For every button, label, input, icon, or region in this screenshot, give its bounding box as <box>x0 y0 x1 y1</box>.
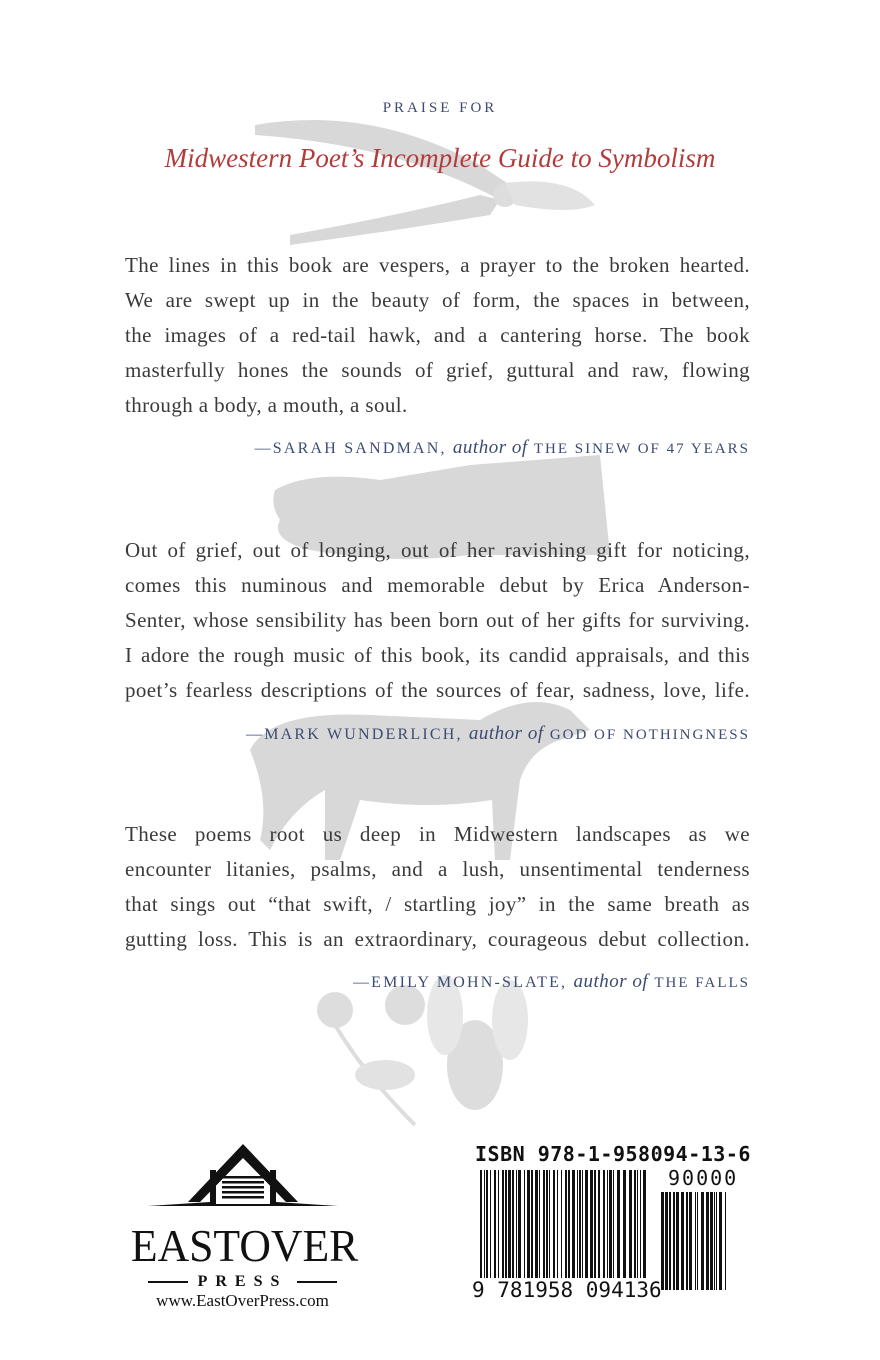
author-of-label: author of <box>452 437 528 458</box>
barcode-bar <box>661 1192 664 1290</box>
barcode-bar <box>643 1170 646 1278</box>
blurber-book: THE SINEW OF 47 YEARS <box>533 441 750 457</box>
barcode-bar <box>716 1192 717 1290</box>
blurber-name: —MARK WUNDERLICH, <box>246 726 463 743</box>
blurb-line: through a body, a mouth, a soul. <box>125 393 408 417</box>
barcode-bar <box>686 1192 688 1290</box>
barcode-bar <box>637 1170 638 1278</box>
barcode-bar <box>557 1170 558 1278</box>
barcode-bar <box>546 1170 548 1278</box>
barcode-bar <box>676 1192 679 1290</box>
barcode-bar <box>617 1170 620 1278</box>
blurb-3-text <box>125 817 750 957</box>
barcode-bar <box>561 1170 562 1278</box>
publisher-url: www.EastOverPress.com <box>156 1291 329 1310</box>
barcode-bar <box>577 1170 578 1278</box>
book-title: Midwestern Poet’s Incomplete Guide to Symbolism <box>164 143 716 173</box>
barcode-bar <box>539 1170 540 1278</box>
barcode-bar <box>505 1170 507 1278</box>
blurb-line: Senter, whose sensibility has been born out of her gifts for surviving. <box>125 608 750 632</box>
barcode-bar <box>710 1192 713 1290</box>
flower-bee-illustration <box>305 975 545 1135</box>
barcode-bar <box>486 1170 488 1278</box>
barcode-bar <box>697 1192 698 1290</box>
barcode-bar <box>553 1170 555 1278</box>
author-of-label: author of <box>468 723 544 744</box>
praise-for-label: PRAISE FOR <box>382 100 498 116</box>
barcode-bar <box>681 1192 684 1290</box>
barcode-bar <box>494 1170 496 1278</box>
divider <box>297 1281 337 1283</box>
blurb-line: masterfully hones the sounds of grief, guttural and raw, flowing <box>125 358 750 382</box>
publisher-name: EASTOVER <box>130 1220 359 1271</box>
blurb-line: the images of a red-tail hawk, and a cantering horse. The book <box>125 323 750 347</box>
blurb-line: We are swept up in the beauty of form, the spaces in between, <box>125 288 750 312</box>
publisher-press-line <box>125 1273 360 1291</box>
barcode-number: 9 781958 094136 <box>472 1278 662 1302</box>
barcode-bar <box>623 1170 626 1278</box>
barcode-bar <box>518 1170 521 1278</box>
barcode-bar <box>706 1192 709 1290</box>
barcode-bar <box>524 1170 525 1278</box>
blurber-book: GOD OF NOTHINGNESS <box>549 727 750 743</box>
blurb-1-attribution <box>255 437 750 459</box>
pliers-illustration <box>250 105 600 265</box>
barcode-bar <box>613 1170 614 1278</box>
barcode-bar <box>598 1170 600 1278</box>
barcode-bar <box>634 1170 636 1278</box>
barcode-bar <box>714 1192 715 1290</box>
blurb-3-attribution <box>353 971 750 993</box>
barcode-bar <box>665 1192 668 1290</box>
barcode-bar <box>590 1170 593 1278</box>
barcode-bar <box>490 1170 491 1278</box>
barcode-bar <box>535 1170 538 1278</box>
barcode-bar <box>531 1170 533 1278</box>
barcode-bar <box>527 1170 530 1278</box>
barcode-bar <box>572 1170 575 1278</box>
barcode-bar <box>640 1170 641 1278</box>
barcode-bar <box>568 1170 570 1278</box>
blurb-2-text <box>125 533 750 708</box>
barcode-bar <box>585 1170 588 1278</box>
barcode-bar <box>512 1170 514 1278</box>
blurb-line: encounter litanies, psalms, and a lush, unsentimental tenderness <box>125 857 750 881</box>
barcode-bar <box>607 1170 608 1278</box>
isbn-label: ISBN 978-1-958094-13-6 <box>475 1142 751 1166</box>
blurb-line: Out of grief, out of longing, out of her ravishing gift for noticing, <box>125 538 750 562</box>
barcode-bar <box>484 1170 485 1278</box>
blurber-book: THE FALLS <box>654 975 750 991</box>
barcode-bar <box>502 1170 504 1278</box>
blurb-line: I adore the rough music of this book, its candid appraisals, and this <box>125 643 750 667</box>
barcode-bar <box>725 1192 726 1290</box>
blurb-line: comes this numinous and memorable debut by Erica Anderson- <box>125 573 750 597</box>
publisher-press: PRESS <box>197 1273 288 1290</box>
barcode-bar <box>701 1192 704 1290</box>
barcode-bar <box>543 1170 545 1278</box>
barcode-bar <box>582 1170 583 1278</box>
barcode-bar <box>498 1170 499 1278</box>
barcode-bar <box>669 1192 671 1290</box>
barcode-bar <box>695 1192 696 1290</box>
barcode-bar <box>549 1170 550 1278</box>
barcode-bar <box>565 1170 567 1278</box>
blurb-line: that sings out “that swift, / startling joy” in the same breath as <box>125 892 750 916</box>
publisher-logo <box>125 1140 360 1311</box>
barcode-bar <box>480 1170 482 1278</box>
barcode-bar <box>594 1170 596 1278</box>
blurber-name: —SARAH SANDMAN, <box>254 440 447 457</box>
barcode-bar <box>516 1170 517 1278</box>
barcode-bar <box>689 1192 692 1290</box>
barcode-bar <box>673 1192 675 1290</box>
barcode-bar <box>719 1192 722 1290</box>
barcode-bar <box>629 1170 632 1278</box>
barcode-bar <box>609 1170 612 1278</box>
blurb-line: These poems root us deep in Midwestern landscapes as we <box>125 822 750 846</box>
blurber-name: —EMILY MOHN-SLATE, <box>352 974 568 991</box>
divider <box>148 1281 188 1283</box>
barcode-addon-number: 90000 <box>668 1166 739 1190</box>
barcode-bar <box>508 1170 511 1278</box>
blurb-1-text <box>125 248 750 423</box>
house-icon <box>148 1140 338 1216</box>
author-of-label: author of <box>573 971 649 992</box>
barcode-bar <box>579 1170 581 1278</box>
blurb-line: The lines in this book are vespers, a prayer to the broken hearted. <box>125 253 750 277</box>
barcode-bar <box>603 1170 605 1278</box>
blurb-line: poet’s fearless descriptions of the sources of fear, sadness, love, life. <box>125 678 750 702</box>
blurb-2-attribution <box>246 723 750 745</box>
blurb-line: gutting loss. This is an extraordinary, courageous debut collection. <box>125 927 750 951</box>
